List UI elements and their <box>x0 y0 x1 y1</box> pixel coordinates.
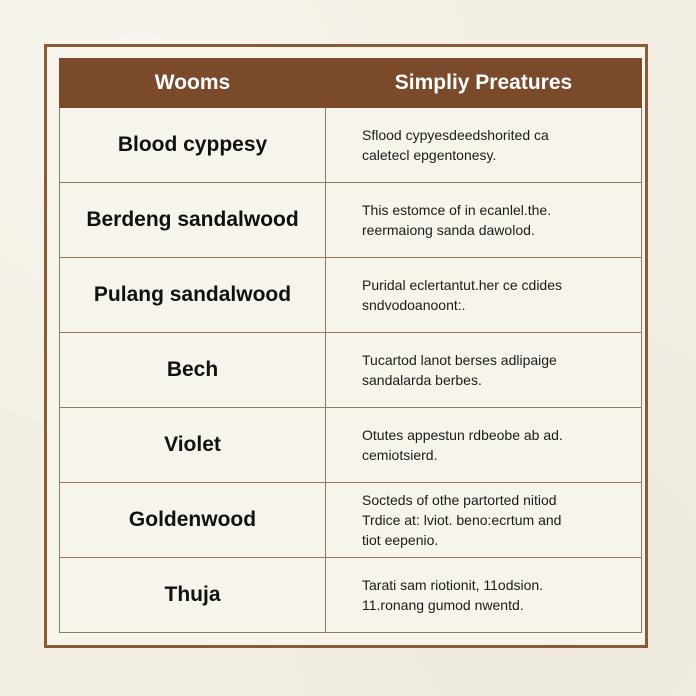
table-row <box>60 108 642 183</box>
description-line: sandalarda berbes. <box>362 372 482 388</box>
wood-name: Berdeng sandalwood <box>60 183 326 258</box>
header-woods: Wooms <box>60 59 326 108</box>
wood-description <box>326 408 642 483</box>
table-row <box>60 333 642 408</box>
header-features: Simpliy Preatures <box>326 59 642 108</box>
table-header-row <box>60 59 642 108</box>
wood-table <box>59 58 642 633</box>
description-line: This estomce of in ecanlel.the. <box>362 202 552 218</box>
table-frame <box>44 44 648 648</box>
wood-name: Pulang sandalwood <box>60 258 326 333</box>
description-line: Tucartod lanot berses adlipaige <box>362 352 557 368</box>
table-row <box>60 408 642 483</box>
wood-description <box>326 333 642 408</box>
description-line: Trdice at: lviot. beno:ecrtum and <box>362 512 562 528</box>
wood-description <box>326 558 642 633</box>
table-row <box>60 258 642 333</box>
description-line: Sflood cypyesdeedshorited ca <box>362 127 549 143</box>
description-line: Socteds of othe partorted nitiod <box>362 492 557 508</box>
description-line: Puridal eclertantut.her ce cdides <box>362 277 562 293</box>
wood-name: Bech <box>60 333 326 408</box>
table-row <box>60 483 642 558</box>
wood-name: Thuja <box>60 558 326 633</box>
wood-name: Violet <box>60 408 326 483</box>
wood-name: Goldenwood <box>60 483 326 558</box>
wood-description <box>326 108 642 183</box>
wood-description <box>326 183 642 258</box>
wood-description <box>326 258 642 333</box>
description-line: reermaiong sanda dawolod. <box>362 222 535 238</box>
description-line: Tarati sam riotionit, 11odsion. <box>362 577 544 593</box>
description-line: caletecl epgentonesy. <box>362 147 497 163</box>
description-line: Otutes appestun rdbeobe ab ad. <box>362 427 563 443</box>
wood-description <box>326 483 642 558</box>
description-line: tiot eepenio. <box>362 532 439 548</box>
description-line: sndvodoanoont:. <box>362 297 466 313</box>
table-row <box>60 558 642 633</box>
description-line: 11.ronang gumod nwentd. <box>362 597 524 613</box>
table-row <box>60 183 642 258</box>
wood-name: Blood cyppesy <box>60 108 326 183</box>
description-line: cemiotsierd. <box>362 447 438 463</box>
